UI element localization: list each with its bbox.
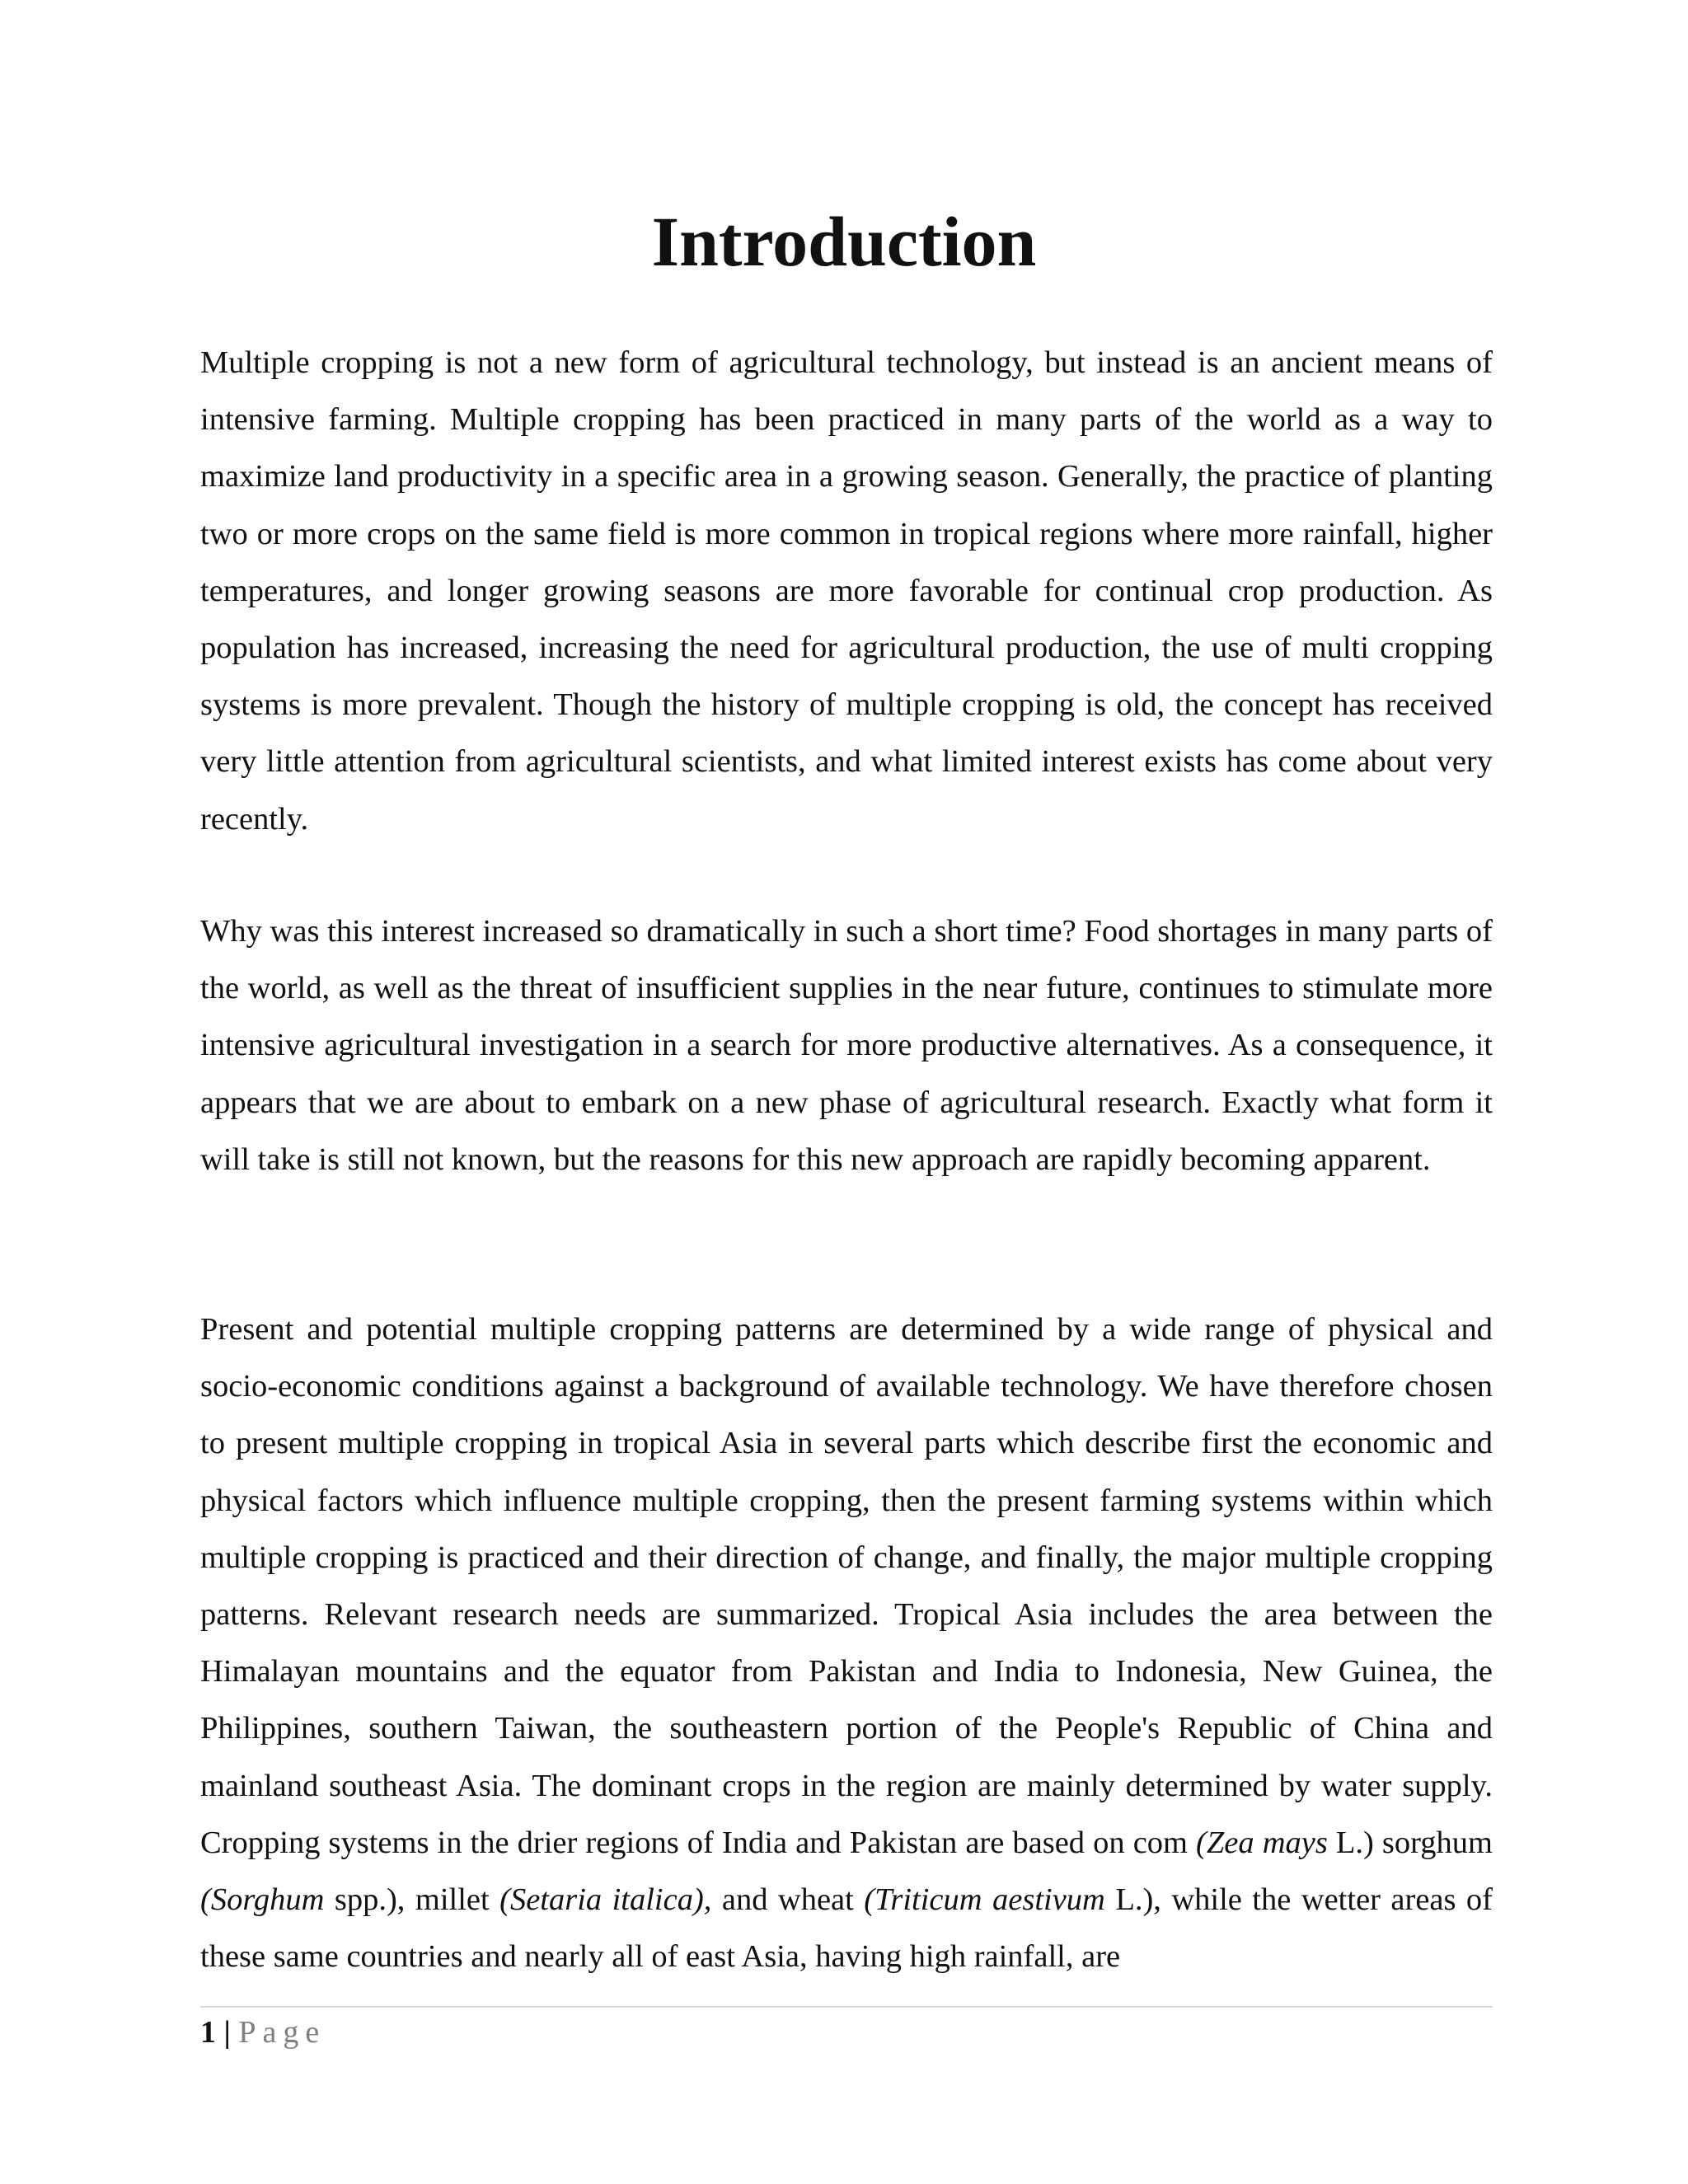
paragraph-patterns-main: Present and potential multiple cropping patterns are determined by a wide range of physical and socio-economic conditions against a background of available technology. We have therefore chosen to present multiple cropping in tropical Asia in several parts which describe first the economic and physical factors which influence multiple cropping, then the present farming systems within which multiple cropping is practiced and their direction of change, and finally, the major multiple cropping patterns. Relevant research needs are summarized. Tropical Asia includes the area between the Himalayan mountains and the equator from Pakistan and India to Indonesia, New Guinea, the Philippines, southern Taiwan, the southeastern portion of the People's Republic of China and mainland southeast Asia. The dominant crops in the region are mainly determined by water supply. Cropping systems in the drier regions of India and Pakistan are based on com — [200, 1312, 1493, 1860]
corn-authority: L.) sorghum — [1327, 1825, 1493, 1860]
footer-divider — [200, 2006, 1493, 2008]
wheat-prefix: and wheat — [711, 1882, 865, 1918]
paragraph-patterns-tail: L.), while the wetter areas of these same countries and nearly all of east Asia, having high rainfall, are — [200, 1882, 1493, 1975]
page-label: Page — [238, 2015, 326, 2050]
sorghum-scientific-name: (Sorghum — [200, 1882, 325, 1918]
wheat-scientific-name: (Triticum aestivum — [864, 1882, 1105, 1918]
paragraph-interest: Why was this interest increased so dramatically in such a short time? Food shortages in many parts of the world, as well as the threat of insufficient supplies in the near future, continues to stimulate more intensive agricultural investigation in a search for more productive alternatives. As a consequence, it appears that we are about to embark on a new phase of agricultural research. Exactly what form it will take is still not known, but the reasons for this new approach are rapidly becoming apparent. — [200, 914, 1493, 1177]
page-title: Introduction — [651, 202, 1037, 281]
page-footer — [200, 2011, 326, 2054]
corn-scientific-name: (Zea mays — [1196, 1825, 1328, 1860]
paragraph-intro: Multiple cropping is not a new form of agricultural technology, but instead is an ancient means of intensive farming. Multiple cropping has been practiced in many parts of the world as a way to maximize land productivity in a specific area in a growing season. Generally, the practice of planting two or more crops on the same field is more common in tropical regions where more rainfall, higher temperatures, and longer growing seasons are more favorable for continual crop production. As population has increased, increasing the need for agricultural production, the use of multi cropping systems is more prevalent. Though the history of multiple cropping is old, the concept has received very little attention from agricultural scientists, and what limited interest exists has come about very recently. — [200, 345, 1493, 837]
page-separator: | — [223, 2015, 231, 2050]
millet-scientific-name: (Setaria italica), — [499, 1882, 712, 1918]
page-number: 1 — [200, 2015, 216, 2050]
sorghum-authority: spp.), millet — [324, 1882, 500, 1918]
paragraph-patterns — [200, 1301, 1493, 1985]
